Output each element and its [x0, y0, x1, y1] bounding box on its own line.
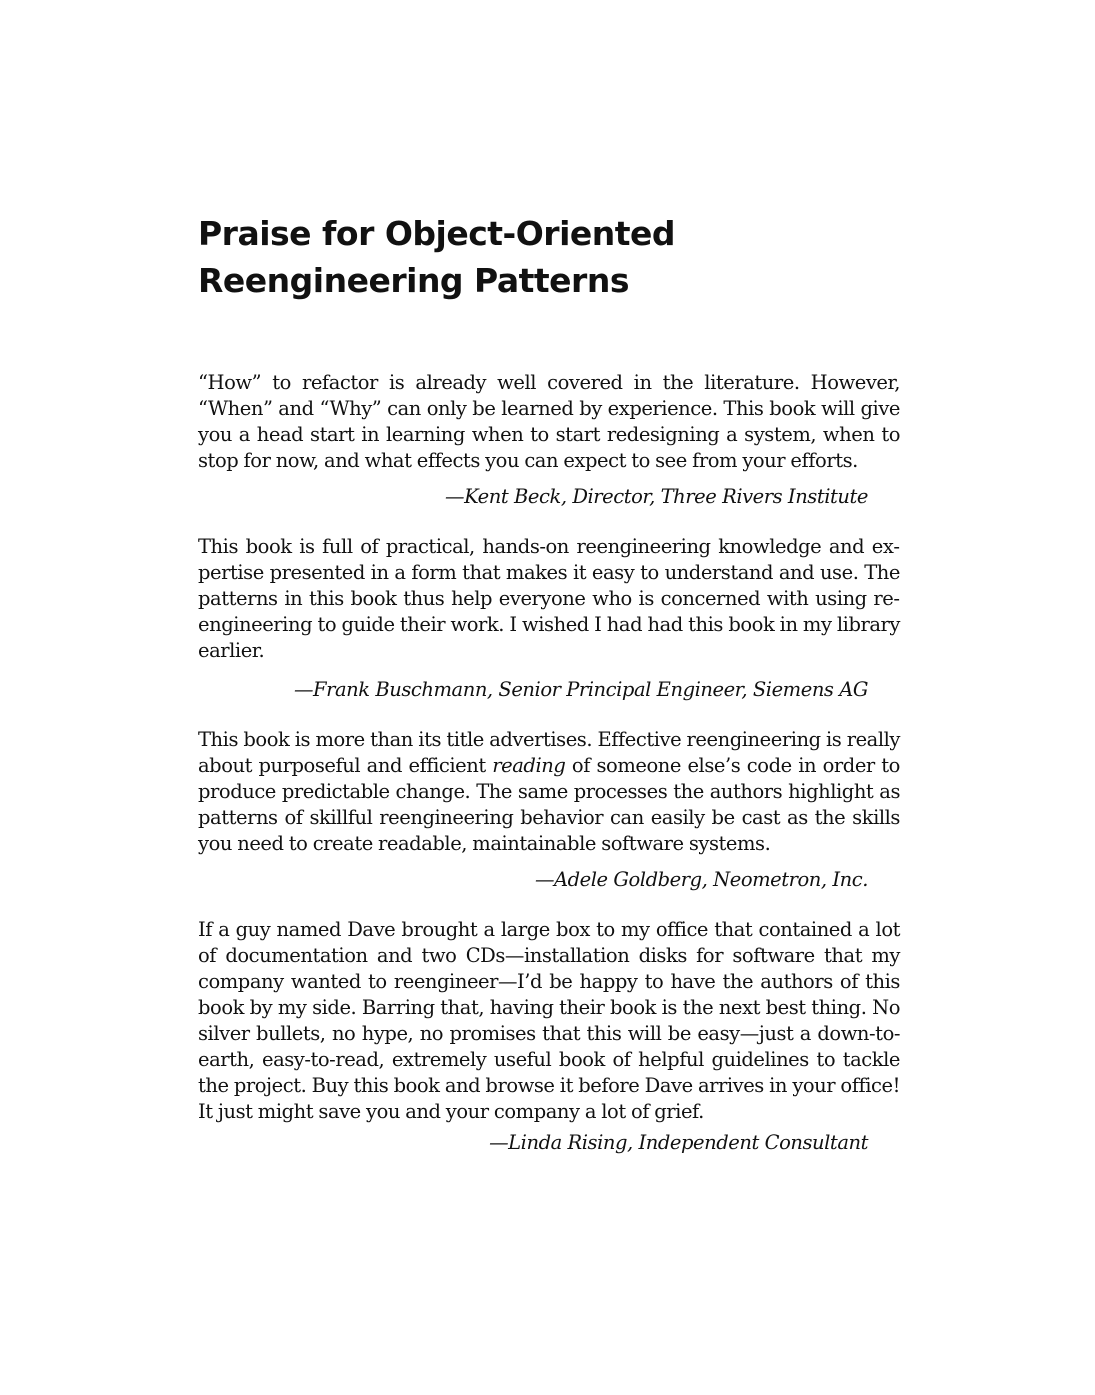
quote-text — [198, 727, 900, 857]
quote-text: This book is full of practical, hands-on reengineering knowledge and expertise presented in a form that makes it easy to understand and use. The patterns in this book thus help everyone who is concerned with using reengineering to guide their work. I wished I had had this book in my library earlier. — [198, 535, 900, 662]
quote-attribution: —Linda Rising, Independent Consultant — [489, 1131, 868, 1154]
quote-text-emphasis: reading — [492, 754, 566, 777]
quote-text: “How” to refactor is already well covered in the literature. However, “When” and “Why” can only be learned by experience. This book will give you a head start in learning when to start redesigning a system, when to stop for now, and what effects you can expect to see from your efforts. — [198, 371, 900, 472]
page-title-line-1: Praise for Object-Oriented — [198, 214, 676, 253]
praise-quote-frank-buschmann — [198, 534, 900, 703]
page-title — [198, 210, 898, 304]
praise-quotes — [198, 370, 900, 1156]
quote-text: If a guy named Dave brought a large box to my office that contained a lot of documentation and two CDs—installation disks for software that my company wanted to reengineer—I’d be happy to have the authors of this book by my side. Barring that, having their book is the next best thing. No silver bullets, no hype, no promises that this will be easy—just a down-to-earth, easy-to-read, extremely useful book of helpful guidelines to tackle the project. Buy this book and browse it before Dave arrives in your office! It just might save you and your company a lot of grief. — [198, 918, 900, 1123]
page-title-line-2: Reengineering Patterns — [198, 261, 629, 300]
praise-quote-adele-goldberg — [198, 727, 900, 893]
quote-attribution: —Adele Goldberg, Neometron, Inc. — [534, 868, 868, 891]
quote-text-part-2: of someone else’s code in order to produce predictable change. The same processes the authors highlight as patterns of skillful reengineering behavior can easily be cast as the skills you need to create readable, maintainable software systems. — [198, 754, 900, 855]
praise-quote-kent-beck — [198, 370, 900, 510]
praise-quote-linda-rising — [198, 917, 900, 1156]
quote-attribution: —Frank Buschmann, Senior Principal Engineer, Siemens AG — [293, 678, 868, 701]
quote-attribution: —Kent Beck, Director, Three Rivers Institute — [445, 485, 868, 508]
quote-text-part-1: This book is more than its title advertises. Effective reengineering is really about purposeful and efficient — [198, 728, 900, 777]
